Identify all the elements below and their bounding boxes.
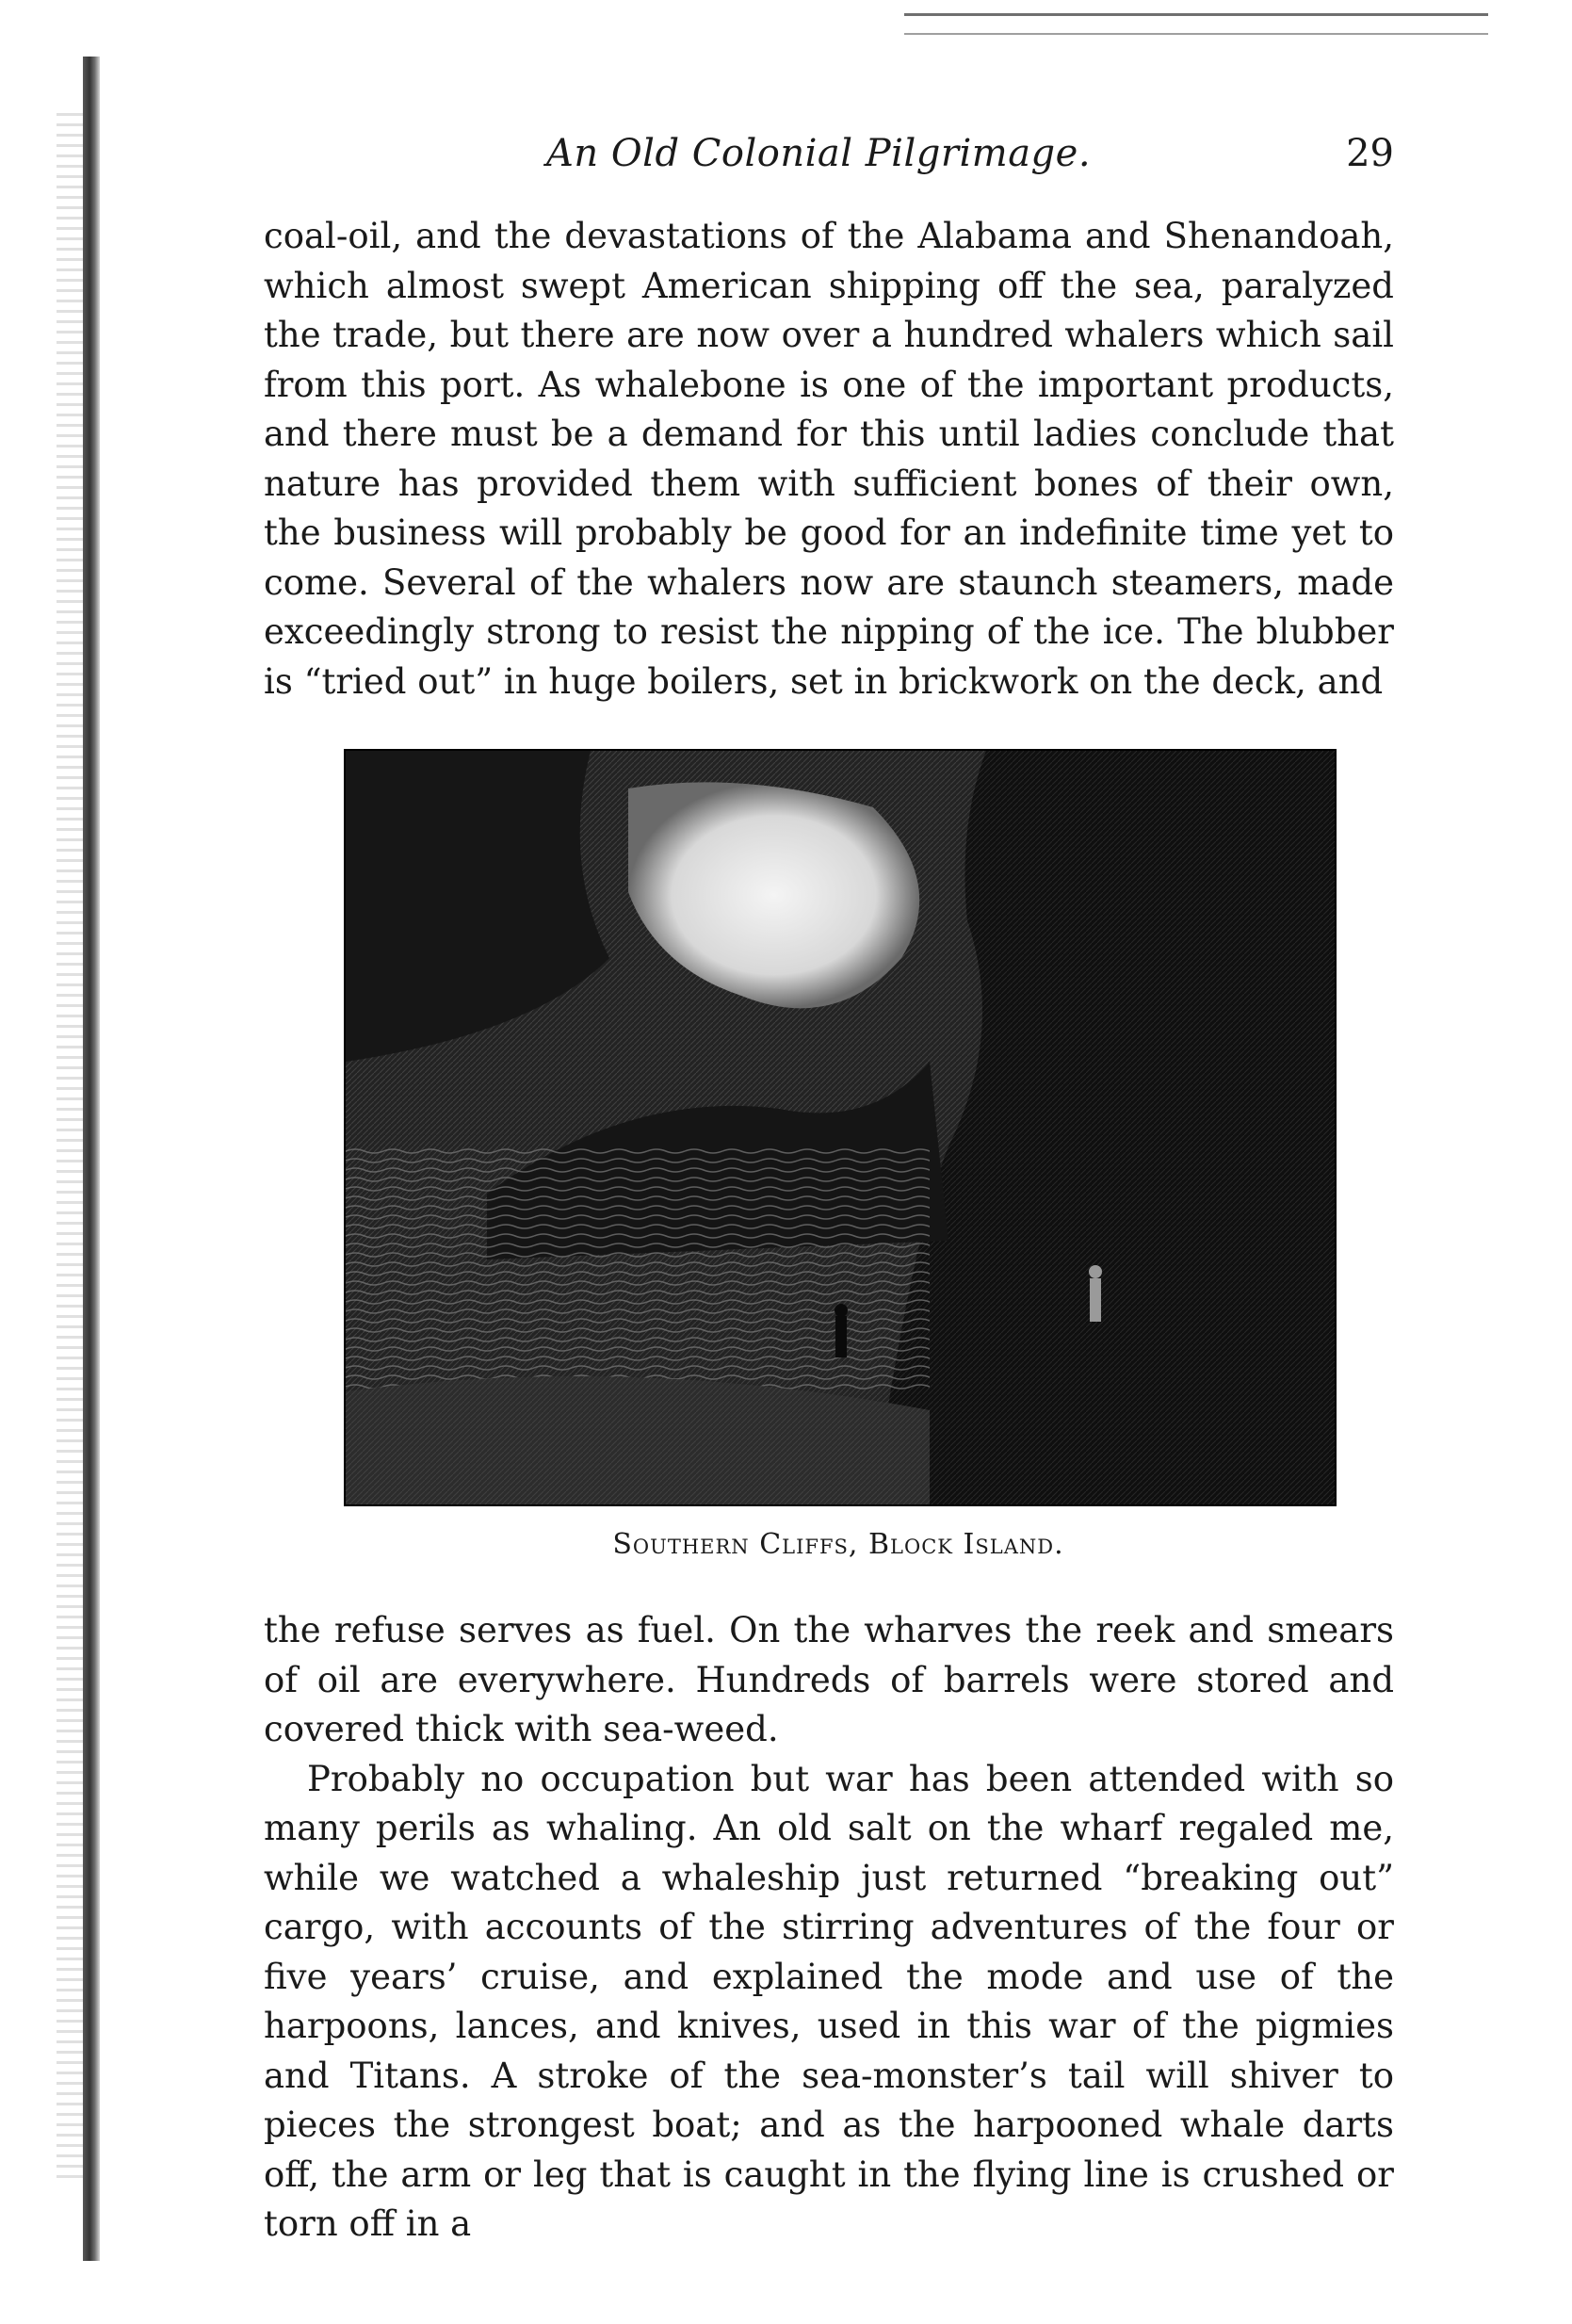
paragraph: the refuse serves as fuel. On the wharves the reek and smears of oil are everywhere. Hundreds of barrels were stored and covered thick with sea-weed. xyxy=(264,1610,1394,1749)
paragraph: coal-oil, and the devastations of the Alabama and Shenandoah, which almost swept American shipping off the sea, paralyzed the trade, but there are now over a hundred whalers which sail from this port. As whalebone is one of the important products, and there must be a demand for this until ladies conclude that nature has provided them with sufficient bones of their own, the business will probably be good for an indefinite time yet to come. Several of the whalers now are staunch steamers, made exceedingly strong to resist the nipping of the ice. The blubber is “tried out” in huge boilers, set in brickwork on the deck, and xyxy=(264,216,1394,702)
paragraph: Probably no occupation but war has been attended with so many perils as whaling. An old salt on the wharf regaled me, while we watched a whaleship just returned “breaking out” cargo, with accounts of the stirring adventures of the four or five years’ cruise, and explained the mode and use of the harpoons, lances, and knives, used in this war of the pigmies and Titans. A stroke of the sea-monster’s tail will shiver to pieces the strongest boat; and as the harpooned whale darts off, the arm or leg that is caught in the flying line is crushed or torn off in a xyxy=(264,1758,1394,2244)
page-binding-edge xyxy=(83,57,100,2261)
page-number: 29 xyxy=(1346,132,1394,175)
body-text-bottom xyxy=(264,1606,1394,2250)
page-binding-shadow xyxy=(57,113,83,2186)
running-head xyxy=(264,132,1394,188)
body-text-top xyxy=(264,212,1394,707)
engraving-image xyxy=(346,751,1335,1504)
illustration-southern-cliffs xyxy=(344,749,1337,1506)
figure-caption: Southern Cliffs, Block Island. xyxy=(612,1528,1064,1561)
top-scan-rule xyxy=(904,13,1488,35)
running-title: An Old Colonial Pilgrimage. xyxy=(546,132,1092,175)
